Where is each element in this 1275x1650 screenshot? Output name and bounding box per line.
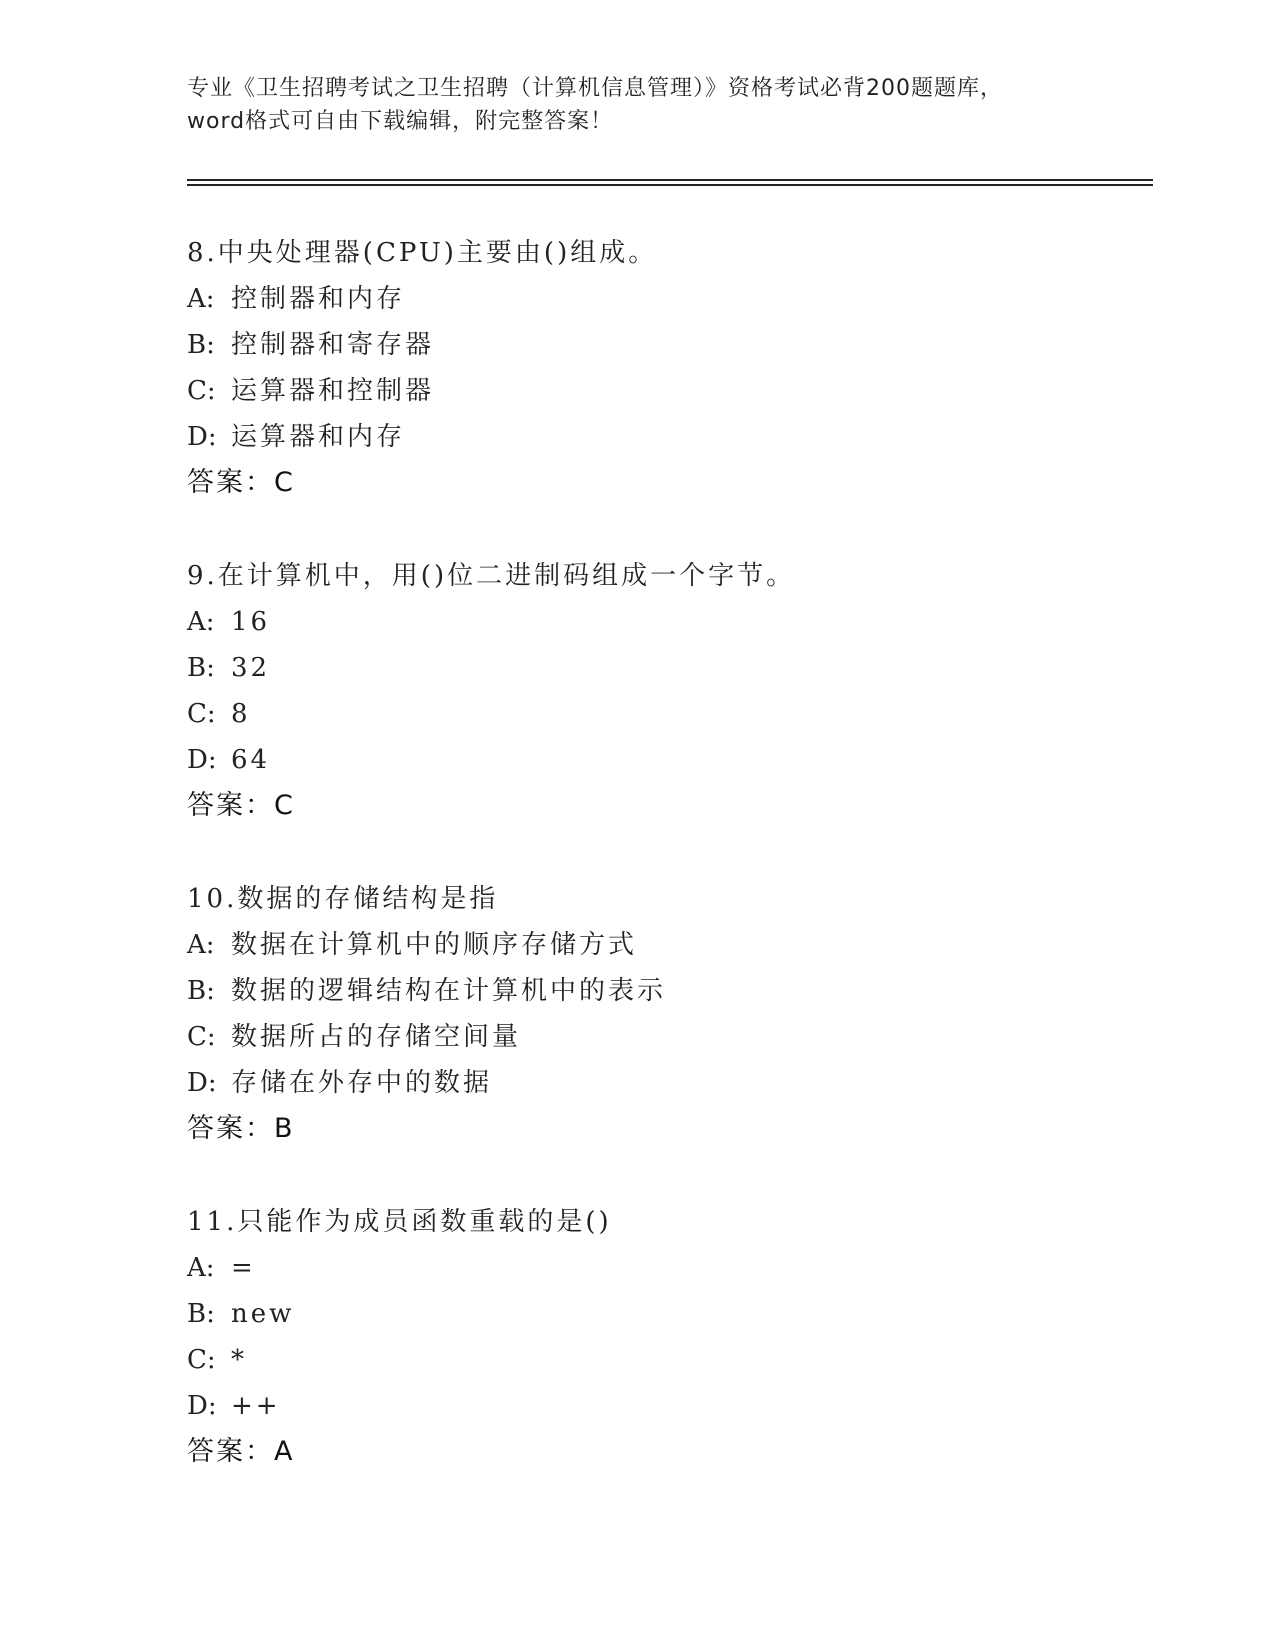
question-block — [187, 876, 1087, 1152]
option-a — [187, 922, 1087, 968]
option-b — [187, 322, 1087, 368]
option-text: 存储在外存中的数据 — [231, 1068, 493, 1098]
header-line-2: word格式可自由下载编辑，附完整答案！ — [187, 109, 614, 134]
option-d — [187, 1383, 1087, 1429]
question-block — [187, 553, 1087, 829]
question-stem: 10.数据的存储结构是指 — [187, 884, 499, 914]
option-text: 数据的逻辑结构在计算机中的表示 — [231, 976, 667, 1006]
option-text: 32 — [231, 653, 271, 683]
option-text: new — [231, 1299, 295, 1329]
option-key: A: — [187, 607, 215, 637]
question-stem: 9.在计算机中，用()位二进制码组成一个字节。 — [187, 561, 796, 591]
question-stem: 11.只能作为成员函数重载的是() — [187, 1207, 612, 1237]
option-key: B: — [187, 330, 215, 360]
header-divider-top — [187, 179, 1153, 181]
option-text: 运算器和控制器 — [231, 376, 435, 406]
option-key: B: — [187, 1299, 215, 1329]
option-text: 数据所占的存储空间量 — [231, 1022, 522, 1052]
question-stem: 8.中央处理器(CPU)主要由()组成。 — [187, 238, 658, 268]
header-line-1: 专业《卫生招聘考试之卫生招聘（计算机信息管理）》资格考试必背200题题库， — [187, 76, 1003, 101]
option-text: 数据在计算机中的顺序存储方式 — [231, 930, 638, 960]
option-c — [187, 691, 1087, 737]
option-b — [187, 645, 1087, 691]
option-text: 64 — [231, 745, 271, 775]
question-block — [187, 230, 1087, 506]
header-divider-bottom — [187, 184, 1153, 186]
option-d — [187, 1060, 1087, 1106]
option-key: D: — [187, 1391, 217, 1421]
option-text: 控制器和寄存器 — [231, 330, 435, 360]
option-c — [187, 368, 1087, 414]
option-key: D: — [187, 1068, 217, 1098]
option-b — [187, 1291, 1087, 1337]
question-block — [187, 1199, 1087, 1475]
option-key: C: — [187, 699, 216, 729]
document-header — [187, 72, 1087, 138]
option-b — [187, 968, 1087, 1014]
option-key: B: — [187, 976, 215, 1006]
option-key: A: — [187, 1253, 215, 1283]
option-key: C: — [187, 1022, 216, 1052]
option-text: 运算器和内存 — [231, 422, 406, 452]
option-d — [187, 414, 1087, 460]
option-text: ++ — [231, 1391, 281, 1421]
option-key: C: — [187, 376, 216, 406]
option-text: * — [231, 1345, 247, 1375]
option-a — [187, 1245, 1087, 1291]
option-a — [187, 599, 1087, 645]
option-key: D: — [187, 745, 217, 775]
option-d — [187, 737, 1087, 783]
option-c — [187, 1337, 1087, 1383]
option-key: D: — [187, 422, 217, 452]
option-key: A: — [187, 284, 215, 314]
option-key: B: — [187, 653, 215, 683]
option-text: = — [231, 1253, 256, 1283]
option-text: 8 — [231, 699, 251, 729]
answer: 答案：C — [187, 790, 295, 821]
answer: 答案：B — [187, 1113, 295, 1144]
option-text: 控制器和内存 — [231, 284, 406, 314]
option-key: C: — [187, 1345, 216, 1375]
option-c — [187, 1014, 1087, 1060]
option-key: A: — [187, 930, 215, 960]
option-text: 16 — [231, 607, 271, 637]
option-a — [187, 276, 1087, 322]
answer: 答案：A — [187, 1436, 295, 1467]
answer: 答案：C — [187, 467, 295, 498]
